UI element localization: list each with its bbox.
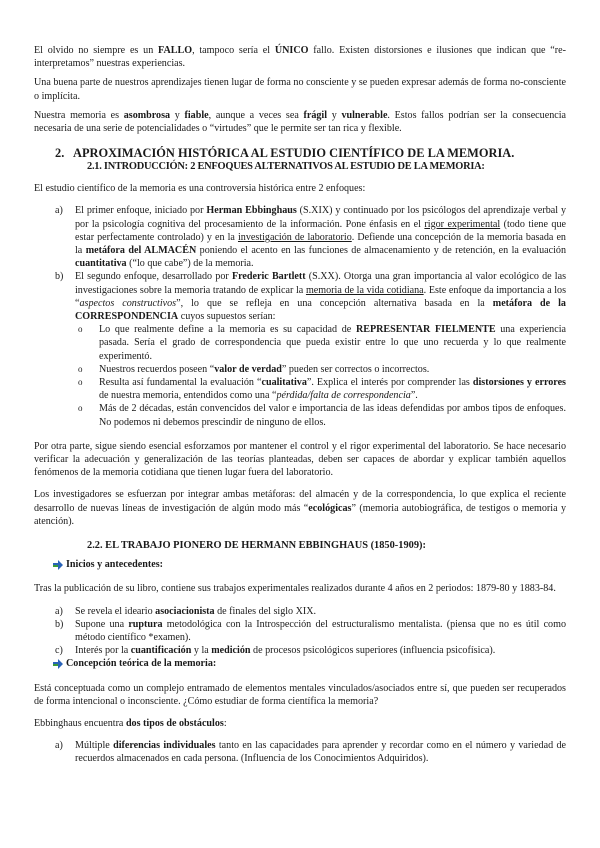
arrow-bullet-icon <box>53 560 63 570</box>
list-item-c: c) Interés por la cuantificación y la medición de procesos psicológicos superiores (influencia psicofísica). <box>55 645 496 657</box>
list-item-b: b) El segundo enfoque, desarrollado por Frederic Bartlett (S.XX). Otorga una gran importancia al valor ecológico de las investigaciones sobre la memoria tratando de explicar la memoria de la vida cotidiana. Este enfoque da importancia a los “aspectos constructivos”, lo que se refleja en una concepción alternativa basada en la metáfora de la CORRESPONDENCIA cuyos supuestos serían: o Lo que realmente define a la memoria es su capacidad de REPRESENTAR FIELMENTE una experiencia pasada. Sería el grado de correspondencia que pueda existir entre lo que uno recuerda y lo que realmente experimentó. o Nuestros recuerdos poseen “valor de verdad” pueden ser correctos o incorrectos. o Resulta así fundamental la evaluación “cualitativa”. Explica el interés por comprender las distorsiones y errores de nuestra memoria, entendidos como una “pérdida/falta de correspondencia”. o Más de 2 décadas, están convencidos del valor e importancia de las ideas defendidas por ambos tipos de enfoques. No podemos ni debemos prescindir de ninguno de ellos. <box>55 271 567 428</box>
intro-paragraph-2: Una buena parte de nuestros aprendizajes tienen lugar de forma no consciente y se pueden expresar además de forma no-consciente o implícita. <box>34 77 566 102</box>
paragraph-publication: Tras la publicación de su libro, contiene sus trabajos experimentales realizados durante 4 años en 2 periodos: 1879-80 y 1883-84. <box>34 583 556 595</box>
obstacles-list <box>34 739 566 765</box>
sub-item: o Resulta así fundamental la evaluación “cualitativa”. Explica el interés por comprender las distorsiones y errores de nuestra memoria, entendidos como una “pérdida/falta de correspondencia”. <box>78 377 566 402</box>
correspondence-assumptions <box>75 323 566 429</box>
section-2-2-heading: 2.2. EL TRABAJO PIONERO DE HERMANN EBBINGHAUS (1850-1909): <box>87 540 426 552</box>
paragraph-rigor: Por otra parte, sigue siendo esencial esforzamos por mantener el control y el rigor experimental del laboratorio. Se hace necesario verificar la adecuación y generalización de las teorías planteadas, deben ser capaces de abordar y explicar también aquellos fenómenos de la memoria cotidiana que tienen lugar fuera del laboratorio. <box>34 440 566 479</box>
paragraph-integration: Los investigadores se esfuerzan por integrar ambas metáforas: del almacén y de la correspondencia, lo que explica el reciente desarrollo de nuevas líneas de investigación de algún modo más “ecológicas” (memoria autobiográfica, de testigos o memoria y atención). <box>34 489 566 527</box>
bullet-heading-concept: Concepción teórica de la memoria: <box>34 657 566 670</box>
sub-item: o Nuestros recuerdos poseen “valor de verdad” pueden ser correctos o incorrectos. <box>78 363 430 375</box>
bullet-heading-origins: Inicios y antecedentes: <box>34 558 566 571</box>
list-item-a: a) Se revela el ideario asociacionista de finales del siglo XIX. <box>55 605 317 617</box>
list-item-a: a) El primer enfoque, iniciado por Herman Ebbinghaus (S.XIX) y continuado por los psicólogos del aprendizaje verbal y por la psicología cognitiva del procesamiento de la información. Pone énfasis en el rigor experimental (todo tiene que estar perfectamente controlado) y en la investigación de laboratorio. Defiende una concepción de la memoria basada en la metáfora del ALMACÉN poniendo el acento en las funciones de almacenamiento y de retención, en la evaluación cuantitativa (“lo que cabe”) de la memoria. <box>55 205 566 270</box>
section-2-1-lead: El estudio científico de la memoria es una controversia histórica entre 2 enfoques: <box>34 183 366 195</box>
section-2-1-heading: 2.1. INTRODUCCIÓN: 2 ENFOQUES ALTERNATIVOS AL ESTUDIO DE LA MEMORIA: <box>87 161 485 173</box>
sub-item: o Más de 2 décadas, están convencidos del valor e importancia de las ideas defendidas por ambos tipos de enfoques. No podemos ni debemos prescindir de ninguno de ellos. <box>78 403 566 428</box>
intro-paragraph-1: El olvido no siempre es un FALLO, tampoco sería el ÚNICO fallo. Existen distorsiones e ilusiones que indican que “re-interpretamos” nuestras experiencias. <box>34 45 566 70</box>
background-list <box>34 605 566 658</box>
approaches-list <box>34 204 566 428</box>
list-item-a: a) Múltiple diferencias individuales tanto en las capacidades para aprender y recordar como en el número y variedad de recuerdos almacenados en cada persona. (Influencia de los Conocimientos Adquiridos). <box>55 740 566 765</box>
paragraph-obstacles: Ebbinghaus encuentra dos tipos de obstáculos: <box>34 717 227 729</box>
intro-paragraph-3: Nuestra memoria es asombrosa y fiable, aunque a veces sea frágil y vulnerable. Estos fallos podrían ser la consecuencia necesaria de una serie de potencialidades o “virtudes” que le permite ser tan rica y flexible. <box>34 109 567 135</box>
list-item-b: b) Supone una ruptura metodológica con la Introspección del estructuralismo mentalista. (piensa que no es útil como método científico *examen). <box>55 618 566 643</box>
sub-item: o Lo que realmente define a la memoria es su capacidad de REPRESENTAR FIELMENTE una experiencia pasada. Sería el grado de correspondencia que pueda existir entre lo que uno recuerda y lo que realmente experimentó. <box>78 324 566 362</box>
section-2-heading: 2. APROXIMACIÓN HISTÓRICA AL ESTUDIO CIENTÍFICO DE LA MEMORIA. <box>55 146 515 161</box>
document-page <box>34 44 566 766</box>
paragraph-concept: Está conceptuada como un complejo entramado de elementos mentales vinculados/asociados entre sí, que pueden ser recuperados de forma intencional o inconsciente. ¿Cómo estudiar de forma científica la memoria? <box>34 682 566 707</box>
arrow-bullet-icon <box>53 659 63 669</box>
